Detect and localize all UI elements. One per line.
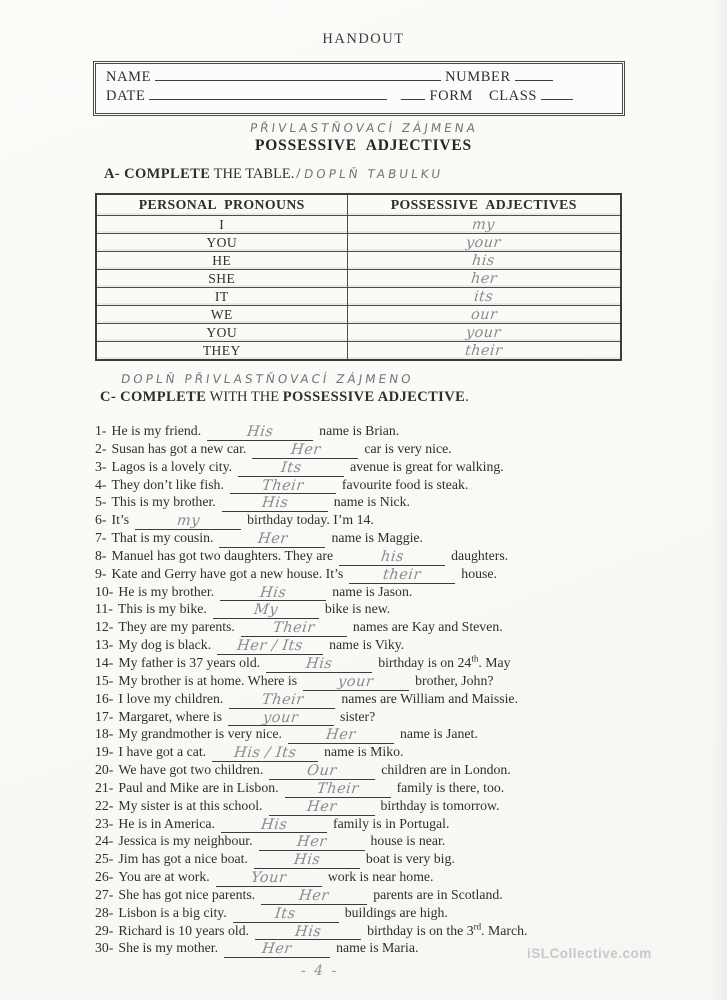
- item-number: 22-: [95, 797, 114, 813]
- czech-instruction-a: DOPLŇ TABULKU: [303, 167, 445, 181]
- item-number: 10-: [95, 583, 114, 599]
- date-input-line[interactable]: [149, 87, 387, 100]
- item-text-pre: My sister is at this school.: [118, 797, 263, 813]
- item-number: 19-: [95, 744, 114, 760]
- exercise-item: [95, 673, 695, 691]
- exercise-item: [95, 780, 695, 798]
- answer-blank[interactable]: [261, 887, 367, 905]
- section-c-label-bold2: POSSESSIVE ADJECTIVE: [282, 389, 466, 405]
- exercise-item: [95, 494, 695, 512]
- answer-blank[interactable]: [339, 548, 445, 566]
- item-text-pre: They are my parents.: [118, 619, 235, 635]
- handwritten-answer: Her: [325, 727, 357, 744]
- answer-blank[interactable]: [216, 869, 322, 887]
- handwritten-answer: His: [259, 584, 288, 601]
- handwritten-answer: Their: [315, 780, 360, 797]
- info-row-name: [106, 68, 612, 87]
- info-row-date: [106, 87, 612, 106]
- handwritten-table-answer: their: [464, 342, 504, 359]
- table-header-row: [96, 194, 621, 216]
- item-text-pre: She is my mother.: [118, 940, 219, 956]
- possessive-adjective-cell[interactable]: [347, 234, 621, 252]
- page-title: POSSESSIVE ADJECTIVES: [255, 137, 472, 154]
- item-number: 24-: [95, 833, 114, 849]
- answer-blank[interactable]: [221, 816, 327, 834]
- islcollective-watermark: iSLCollective.com: [527, 946, 652, 961]
- section-c-label-bold1: C- COMPLETE: [100, 389, 207, 405]
- handwritten-answer: my: [175, 513, 201, 530]
- exercise-item: [95, 887, 695, 905]
- answer-blank[interactable]: [219, 530, 325, 548]
- table-row: [96, 252, 621, 270]
- item-number: 29-: [95, 922, 114, 938]
- exercise-item: [95, 833, 695, 851]
- item-text-pre: Kate and Gerry have got a new house. It’s: [111, 565, 344, 581]
- answer-blank[interactable]: [349, 566, 455, 584]
- item-number: 17-: [95, 708, 114, 724]
- answer-blank[interactable]: [303, 673, 409, 691]
- answer-blank[interactable]: [288, 726, 394, 744]
- handwritten-answer: Their: [272, 620, 316, 637]
- exercise-item: [95, 869, 695, 887]
- item-text-pre: Richard is 10 years old.: [118, 922, 250, 938]
- answer-blank[interactable]: [269, 798, 375, 816]
- handwritten-answer: Its: [274, 905, 298, 922]
- class-label: CLASS: [488, 88, 538, 104]
- table-row: [96, 324, 621, 342]
- personal-pronoun-cell: YOU: [96, 324, 347, 342]
- answer-blank[interactable]: [222, 494, 328, 512]
- handwritten-answer: Her: [295, 834, 328, 851]
- item-text-post: names are Kay and Steven.: [352, 619, 503, 635]
- handwritten-answer: his: [379, 548, 405, 565]
- exercise-item: [95, 423, 695, 441]
- handwritten-answer: His / Its: [233, 745, 298, 762]
- item-text-post: boat is very big.: [365, 851, 455, 867]
- answer-blank[interactable]: [212, 744, 318, 762]
- table-row: [96, 342, 621, 361]
- possessive-adjective-cell[interactable]: [347, 216, 621, 234]
- possessive-adjective-cell[interactable]: [347, 324, 621, 342]
- item-text-pre: He is my friend.: [111, 423, 202, 438]
- czech-instruction-c: DOPLŇ PŘIVLASTŇOVACÍ ZÁJMENO: [120, 372, 415, 386]
- item-text-pre: Lagos is a lovely city.: [111, 458, 233, 474]
- handwritten-answer: Her: [305, 798, 338, 815]
- exercise-item: [95, 691, 695, 709]
- personal-pronoun-cell: IT: [96, 288, 347, 306]
- section-c-label-regular: WITH THE: [206, 389, 283, 405]
- table-row: [96, 288, 621, 306]
- item-text-post: birthday is tomorrow.: [380, 797, 500, 813]
- item-number: 6-: [95, 512, 107, 528]
- possessive-adjective-cell[interactable]: [347, 306, 621, 324]
- personal-pronoun-cell: I: [96, 216, 347, 234]
- section-c-label-end: .: [465, 389, 469, 405]
- exercise-item: [95, 905, 695, 923]
- pronouns-table: [95, 193, 622, 361]
- section-a-label-bold: A- COMPLETE: [104, 166, 211, 182]
- handwritten-answer: Your: [250, 870, 288, 887]
- item-text-pre: We have got two children.: [118, 762, 264, 778]
- number-input-line[interactable]: [515, 68, 553, 81]
- item-text-post: sister?: [339, 708, 376, 724]
- section-a-label-rest: THE TABLE.: [210, 166, 295, 182]
- possessive-adjective-cell[interactable]: [347, 288, 621, 306]
- exercise-item: [95, 816, 695, 834]
- item-number: 12-: [95, 619, 114, 635]
- handwritten-answer: Her: [261, 941, 293, 958]
- answer-blank[interactable]: [229, 691, 335, 709]
- answer-blank[interactable]: [241, 619, 347, 637]
- section-a-heading: [104, 166, 727, 183]
- answer-blank[interactable]: [220, 584, 326, 602]
- handwritten-answer: Its: [279, 459, 303, 476]
- exercise-item: [95, 655, 695, 673]
- item-text-post: name is Viky.: [329, 637, 405, 653]
- item-text-post: daughters.: [451, 547, 509, 563]
- handwritten-table-answer: my: [471, 216, 496, 233]
- item-number: 27-: [95, 886, 114, 902]
- item-text-pre: My dog is black.: [118, 637, 212, 653]
- item-number: 15-: [95, 672, 114, 688]
- table-row: [96, 234, 621, 252]
- answer-blank[interactable]: [213, 601, 319, 619]
- handwritten-answer: My: [252, 602, 279, 619]
- item-number: 26-: [95, 869, 114, 885]
- item-text-pre: You are at work.: [118, 869, 210, 885]
- exercise-item: [95, 566, 695, 584]
- item-number: 23-: [95, 815, 114, 831]
- handwritten-answer: His: [305, 655, 334, 672]
- item-number: 28-: [95, 904, 114, 920]
- page-number: - 4 -: [301, 963, 339, 979]
- item-text-pre: I love my children.: [118, 690, 224, 706]
- personal-pronoun-cell: SHE: [96, 270, 347, 288]
- item-text-pre: They don’t like fish.: [111, 476, 224, 492]
- exercise-item: [95, 851, 695, 869]
- item-number: 7-: [95, 530, 107, 546]
- answer-blank[interactable]: [259, 833, 365, 851]
- handwritten-answer: His: [294, 923, 323, 940]
- item-text-post: family is in Portugal.: [332, 815, 450, 831]
- possessive-adjective-cell[interactable]: [347, 342, 621, 361]
- item-text-pre: It’s: [111, 512, 130, 528]
- table-row: [96, 270, 621, 288]
- item-text-post: house is near.: [370, 833, 446, 849]
- item-text-post: name is Miko.: [324, 744, 404, 760]
- exercise-item: [95, 637, 695, 655]
- personal-pronoun-cell: HE: [96, 252, 347, 270]
- item-number: 1-: [95, 423, 107, 438]
- czech-instruction-c-wrap: [121, 370, 727, 388]
- col-possessive-adjectives: POSSESSIVE ADJECTIVES: [347, 194, 621, 216]
- exercise-item: [95, 798, 695, 816]
- handwritten-answer: Our: [306, 763, 339, 780]
- item-text-pre: I have got a cat.: [118, 744, 207, 760]
- handwritten-answer: your: [262, 709, 300, 726]
- handwritten-answer: Her: [289, 441, 322, 458]
- item-number: 9-: [95, 565, 107, 581]
- item-text-post: parents are in Scotland.: [373, 886, 503, 902]
- date-label: DATE: [106, 88, 146, 104]
- exercise-item: [95, 530, 695, 548]
- item-number: 14-: [95, 654, 114, 670]
- czech-title-note: [0, 119, 727, 137]
- handwritten-table-answer: your: [465, 324, 502, 341]
- item-number: 3-: [95, 458, 107, 474]
- item-text-pre: My brother is at home. Where is: [118, 672, 298, 688]
- handwritten-table-answer: his: [471, 252, 496, 269]
- exercise-item: [95, 548, 695, 566]
- item-text-post: name is Maria.: [336, 940, 419, 956]
- answer-blank[interactable]: [285, 780, 391, 798]
- form-label: FORM: [429, 88, 473, 104]
- item-text-post: name is Janet.: [400, 726, 478, 742]
- item-text-post: name is Jason.: [332, 583, 413, 599]
- name-input-line[interactable]: [155, 68, 441, 81]
- answer-blank[interactable]: [238, 459, 344, 477]
- item-text-pre: Margaret, where is: [118, 708, 222, 724]
- item-text-pre: He is my brother.: [118, 583, 215, 599]
- item-number: 25-: [95, 851, 114, 867]
- item-text-post: name is Brian.: [319, 423, 400, 438]
- handwritten-answer: Their: [260, 691, 305, 708]
- item-text-post: family is there, too.: [396, 779, 505, 795]
- answer-blank[interactable]: [207, 423, 313, 441]
- item-number: 2-: [95, 440, 107, 456]
- handwritten-answer: Their: [261, 477, 305, 494]
- handwritten-table-answer: our: [469, 306, 498, 323]
- handwritten-answer: His: [246, 424, 275, 440]
- handwritten-table-answer: your: [465, 234, 502, 251]
- exercise-item: [95, 709, 695, 727]
- personal-pronoun-cell: YOU: [96, 234, 347, 252]
- handwritten-answer: Her / Its: [236, 638, 305, 655]
- answer-blank[interactable]: [217, 637, 323, 655]
- item-text-pre: My father is 37 years old.: [118, 654, 261, 670]
- exercise-list: [95, 423, 695, 958]
- answer-blank[interactable]: [224, 940, 330, 958]
- item-text-post: birthday is on 24th. May: [378, 653, 511, 670]
- student-info-box: [93, 61, 625, 116]
- item-text-post: favourite food is steak.: [341, 476, 469, 492]
- handwritten-answer: Her: [256, 531, 289, 548]
- item-text-pre: Jim has got a nice boat.: [118, 851, 248, 867]
- answer-blank[interactable]: [252, 441, 358, 459]
- answer-blank[interactable]: [254, 851, 360, 869]
- item-text-pre: Susan has got a new car.: [111, 440, 247, 456]
- doc-title: HANDOUT: [322, 31, 405, 47]
- answer-blank[interactable]: [228, 709, 334, 727]
- item-text-pre: Manuel has got two daughters. They are: [111, 547, 334, 563]
- slash-separator: /: [296, 166, 301, 182]
- item-number: 11-: [95, 601, 113, 617]
- exercise-item: [95, 923, 695, 941]
- czech-title-handwritten: PŘIVLASTŇOVACÍ ZÁJMENA: [248, 121, 479, 135]
- item-number: 13-: [95, 637, 114, 653]
- extra-input-line[interactable]: [401, 87, 425, 100]
- handwritten-answer: His: [259, 816, 289, 833]
- item-number: 21-: [95, 779, 114, 795]
- item-text-post: bike is new.: [324, 601, 391, 617]
- item-text-post: brother, John?: [415, 672, 494, 688]
- item-number: 5-: [95, 494, 107, 510]
- exercise-item: [95, 459, 695, 477]
- item-text-pre: My grandmother is very nice.: [118, 726, 283, 742]
- item-number: 18-: [95, 726, 114, 742]
- exercise-item: [95, 762, 695, 780]
- item-number: 4-: [95, 476, 107, 492]
- exercise-item: [95, 744, 695, 762]
- class-input-line[interactable]: [541, 87, 573, 100]
- item-text-pre: This is my bike.: [117, 601, 207, 617]
- item-text-post: name is Nick.: [333, 494, 410, 510]
- personal-pronoun-cell: WE: [96, 306, 347, 324]
- answer-blank[interactable]: [269, 762, 375, 780]
- personal-pronoun-cell: THEY: [96, 342, 347, 361]
- item-text-post: children are in London.: [381, 762, 511, 778]
- item-text-post: name is Maggie.: [331, 530, 424, 546]
- answer-blank[interactable]: [255, 923, 361, 941]
- item-text-post: buildings are high.: [344, 904, 448, 920]
- item-text-post: car is very nice.: [364, 440, 452, 456]
- answer-blank[interactable]: [135, 512, 241, 530]
- exercise-item: [95, 441, 695, 459]
- answer-blank[interactable]: [233, 905, 339, 923]
- item-number: 16-: [95, 690, 114, 706]
- name-label: NAME: [106, 69, 152, 85]
- possessive-adjective-cell[interactable]: [347, 270, 621, 288]
- handwritten-table-answer: her: [469, 270, 498, 287]
- item-number: 20-: [95, 762, 114, 778]
- handwritten-answer: Her: [298, 887, 331, 904]
- handwritten-table-answer: its: [473, 288, 495, 305]
- answer-blank[interactable]: [266, 655, 372, 673]
- number-label: NUMBER: [445, 69, 511, 85]
- exercise-item: [95, 584, 695, 602]
- item-text-post: birthday is on the 3rd. March.: [367, 921, 528, 938]
- item-text-pre: She has got nice parents.: [118, 886, 256, 902]
- item-text-post: avenue is great for walking.: [350, 458, 504, 474]
- item-text-pre: Lisbon is a big city.: [118, 904, 227, 920]
- possessive-adjective-cell[interactable]: [347, 252, 621, 270]
- item-number: 30-: [95, 940, 114, 956]
- table-row: [96, 216, 621, 234]
- item-text-post: birthday today. I’m 14.: [247, 512, 374, 528]
- item-text-pre: Paul and Mike are in Lisbon.: [118, 779, 279, 795]
- table-row: [96, 306, 621, 324]
- item-text-post: work is near home.: [327, 869, 434, 885]
- section-c-heading: [100, 389, 727, 406]
- exercise-item: [95, 619, 695, 637]
- item-number: 8-: [95, 547, 107, 563]
- item-text-pre: This is my brother.: [111, 494, 216, 510]
- item-text-pre: He is in America.: [118, 815, 215, 831]
- answer-blank[interactable]: [230, 477, 336, 495]
- exercise-item: [95, 601, 695, 619]
- col-personal-pronouns: PERSONAL PRONOUNS: [96, 194, 347, 216]
- item-text-pre: Jessica is my neighbour.: [118, 833, 253, 849]
- handwritten-answer: His: [260, 495, 289, 512]
- handwritten-answer: His: [292, 852, 322, 869]
- exercise-item: [95, 512, 695, 530]
- item-text-post: house.: [461, 565, 497, 581]
- exercise-item: [95, 477, 695, 495]
- handwritten-answer: your: [337, 673, 375, 690]
- item-text-pre: That is my cousin.: [111, 530, 214, 546]
- handwritten-answer: their: [382, 566, 423, 583]
- item-text-post: names are William and Maissie.: [341, 690, 518, 706]
- exercise-item: [95, 726, 695, 744]
